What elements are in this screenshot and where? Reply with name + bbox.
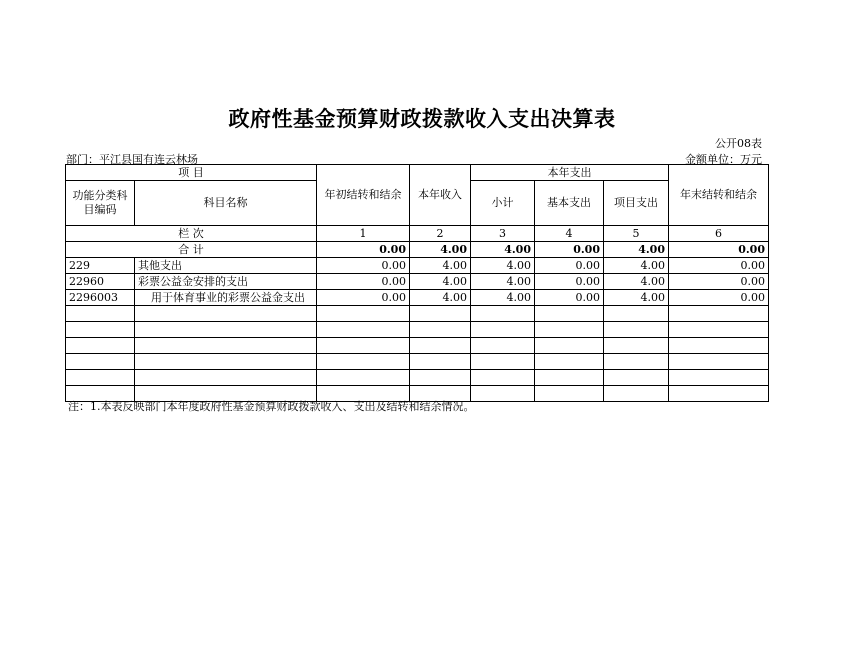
fund-budget-table	[65, 164, 769, 402]
value-cell: 4.00	[471, 258, 535, 274]
empty-cell	[669, 306, 769, 322]
empty-cell	[66, 338, 135, 354]
value-cell: 4.00	[471, 290, 535, 306]
empty-cell	[135, 370, 317, 386]
column-index: 1	[317, 226, 410, 242]
value-cell: 0.00	[669, 258, 769, 274]
empty-cell	[66, 306, 135, 322]
empty-cell	[471, 386, 535, 402]
empty-cell	[535, 338, 604, 354]
total-label: 合 计	[66, 242, 317, 258]
value-cell: 0.00	[535, 258, 604, 274]
value-cell: 0.00	[535, 290, 604, 306]
func-code-cell: 229	[66, 258, 135, 274]
column-index: 6	[669, 226, 769, 242]
value-cell: 0.00	[317, 274, 410, 290]
empty-cell	[317, 370, 410, 386]
empty-cell	[135, 322, 317, 338]
header-basic: 基本支出	[535, 181, 604, 226]
empty-cell	[604, 306, 669, 322]
empty-cell	[135, 338, 317, 354]
value-cell: 0.00	[669, 274, 769, 290]
value-cell: 4.00	[410, 258, 471, 274]
empty-cell	[410, 338, 471, 354]
header-subject-name: 科目名称	[135, 181, 317, 226]
header-row-1	[66, 165, 769, 181]
header-item: 项 目	[66, 165, 317, 181]
value-cell: 4.00	[604, 258, 669, 274]
empty-cell	[669, 370, 769, 386]
empty-cell	[471, 354, 535, 370]
empty-cell	[669, 322, 769, 338]
empty-cell	[135, 354, 317, 370]
empty-row	[66, 322, 769, 338]
empty-cell	[604, 370, 669, 386]
table-row	[66, 290, 769, 306]
total-value: 0.00	[535, 242, 604, 258]
value-cell: 0.00	[317, 258, 410, 274]
empty-row	[66, 354, 769, 370]
empty-cell	[317, 354, 410, 370]
total-value: 4.00	[604, 242, 669, 258]
value-cell: 0.00	[535, 274, 604, 290]
amount-unit-label: 金额单位：万元	[685, 153, 762, 166]
empty-cell	[535, 386, 604, 402]
column-index: 3	[471, 226, 535, 242]
subject-name-cell: 用于体育事业的彩票公益金支出	[135, 290, 317, 306]
column-index: 5	[604, 226, 669, 242]
empty-cell	[135, 306, 317, 322]
total-value: 0.00	[317, 242, 410, 258]
func-code-cell: 22960	[66, 274, 135, 290]
empty-row	[66, 306, 769, 322]
subject-name-cell: 其他支出	[135, 258, 317, 274]
value-cell: 4.00	[410, 274, 471, 290]
empty-cell	[669, 354, 769, 370]
func-code-cell: 2296003	[66, 290, 135, 306]
total-value: 0.00	[669, 242, 769, 258]
empty-cell	[471, 370, 535, 386]
total-value: 4.00	[410, 242, 471, 258]
empty-row	[66, 370, 769, 386]
empty-cell	[410, 322, 471, 338]
empty-cell	[535, 370, 604, 386]
value-cell: 4.00	[410, 290, 471, 306]
report-title: 政府性基金预算财政拨款收入支出决算表	[228, 107, 616, 131]
header-func-code: 功能分类科目编码	[66, 181, 135, 226]
header-end-balance: 年末结转和结余	[669, 165, 769, 226]
empty-cell	[604, 354, 669, 370]
value-cell: 4.00	[604, 290, 669, 306]
empty-cell	[604, 386, 669, 402]
empty-cell	[410, 306, 471, 322]
column-index: 4	[535, 226, 604, 242]
header-begin-balance: 年初结转和结余	[317, 165, 410, 226]
empty-cell	[66, 354, 135, 370]
empty-cell	[317, 338, 410, 354]
total-row	[66, 242, 769, 258]
column-index: 2	[410, 226, 471, 242]
column-index-row	[66, 226, 769, 242]
value-cell: 4.00	[471, 274, 535, 290]
empty-cell	[410, 354, 471, 370]
value-cell: 0.00	[669, 290, 769, 306]
department-label: 部门：平江县国有连云林场	[66, 153, 198, 166]
value-cell: 0.00	[317, 290, 410, 306]
empty-cell	[471, 338, 535, 354]
empty-cell	[317, 322, 410, 338]
header-income: 本年收入	[410, 165, 471, 226]
empty-cell	[604, 322, 669, 338]
table-row	[66, 258, 769, 274]
empty-cell	[66, 322, 135, 338]
header-subtotal: 小计	[471, 181, 535, 226]
empty-cell	[66, 370, 135, 386]
empty-cell	[669, 338, 769, 354]
column-index-label: 栏 次	[66, 226, 317, 242]
empty-cell	[535, 306, 604, 322]
value-cell: 4.00	[604, 274, 669, 290]
empty-cell	[410, 370, 471, 386]
total-value: 4.00	[471, 242, 535, 258]
empty-cell	[604, 338, 669, 354]
empty-cell	[669, 386, 769, 402]
table-row	[66, 274, 769, 290]
subject-name-cell: 彩票公益金安排的支出	[135, 274, 317, 290]
form-code: 公开08表	[715, 137, 762, 150]
empty-cell	[535, 322, 604, 338]
empty-cell	[471, 306, 535, 322]
empty-cell	[471, 322, 535, 338]
header-expense-group: 本年支出	[471, 165, 669, 181]
empty-cell	[535, 354, 604, 370]
footnote: 注：1.本表反映部门本年度政府性基金预算财政拨款收入、支出及结转和结余情况。	[68, 400, 475, 413]
header-project: 项目支出	[604, 181, 669, 226]
empty-cell	[317, 306, 410, 322]
empty-row	[66, 338, 769, 354]
